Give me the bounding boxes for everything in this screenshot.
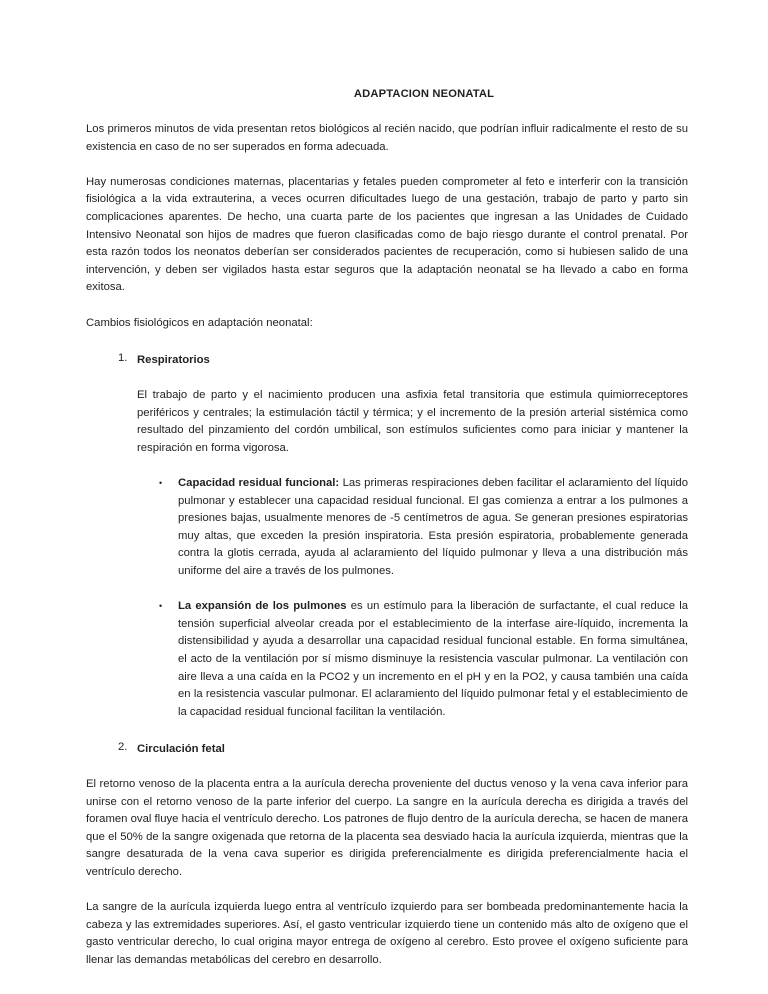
list-heading: Circulación fetal (137, 742, 225, 755)
intro-paragraph-1: Los primeros minutos de vida presentan retos biológicos al recién nacido, que podrían influir radicalmente el resto de su existencia en caso de no ser superados en forma adecuada. (86, 123, 688, 153)
document-body (86, 86, 688, 970)
bullet-icon: • (159, 477, 163, 488)
numbered-item-respiratorios (86, 350, 688, 370)
numbered-item-circulacion-fetal (86, 739, 688, 759)
section-lead: Cambios fisiológicos en adaptación neonatal: (86, 316, 313, 329)
spacer (86, 758, 688, 776)
bullet-lead-label: Capacidad residual funcional: (178, 476, 340, 489)
spacer (86, 297, 688, 315)
list-heading: Respiratorios (137, 353, 210, 366)
paragraph: El trabajo de parto y el nacimiento producen una asfixia fetal transitoria que estimula quimiorreceptores periféricos y centrales; la estimulación táctil y térmica; y el incremento de la presión arterial sistémica como resultado del pinzamiento del cordón umbilical, son estímulos suficientes como para iniciar y mantener la respiración en forma vigorosa. (137, 389, 688, 454)
spacer (86, 581, 688, 599)
bullet-icon: • (159, 601, 163, 612)
list-number: 2. (118, 740, 128, 753)
intro-paragraph-2: Hay numerosas condiciones maternas, placentarias y fetales pueden comprometer al feto e interferir con la transición fisiológica a la vida extrauterina, a veces ocurren dificultades luego de una gestación, trabajo de parto y parto sin complicaciones aparentes. De hecho, una cuarta parte de los pacientes que ingresan a las Unidades de Cuidado Intensivo Neonatal son hijos de madres que fueron clasificadas como de bajo riesgo durante el control prenatal. Por esta razón todos los neonatos deberían ser considerados pacientes de recuperación, como si hubiesen salido de una intervención, y deben ser vigilados hasta estar seguros que la adaptación neonatal se ha llevado a cabo en forma exitosa. (86, 175, 688, 294)
spacer (86, 369, 688, 387)
spacer (86, 457, 688, 475)
spacer (86, 332, 688, 350)
bullet-item-expansion-pulmones (86, 598, 688, 721)
bullet-lead-label: La expansión de los pulmones (178, 600, 347, 613)
bullet-item-capacidad-residual-funcional (86, 475, 688, 581)
paragraph (178, 598, 688, 721)
list-number: 1. (118, 351, 128, 364)
closing-paragraph-1: El retorno venoso de la placenta entra a la aurícula derecha proveniente del ductus venoso y la vena cava inferior para unirse con el retorno venoso de la parte inferior del cuerpo. La sangre en la aurícula derecha es dirigida a través del foramen oval fluye hacia el ventrículo derecho. Los patrones de flujo dentro de la aurícula derecha, se hacen de manera que el 50% de la sangre oxigenada que retorna de la placenta sea desviado hacia la aurícula izquierda, mientras que la sangre desaturada de la vena cava superior es dirigida preferencialmente es dirigida preferencialmente hacia el ventrículo derecho. (86, 778, 688, 879)
respiratorios-body (86, 387, 688, 457)
spacer (86, 882, 688, 900)
spacer (86, 721, 688, 739)
spacer (86, 104, 688, 122)
bullet-text: es un estímulo para la liberación de surfactante, el cual reduce la tensión superficial alveolar creada por el establecimiento de la interfase aire-líquido, incrementa la distensibilidad y ayuda a desarrollar una capacidad residual funcional estable. En forma simultánea, el acto de la ventilación por sí mismo disminuye la resistencia vascular pulmonar. La ventilación con aire lleva a una caída en la PCO2 y un incremento en el pH y en la PO2, y causa también una caída en la resistencia vascular pulmonar. El aclaramiento del líquido pulmonar fetal y el establecimiento de la capacidad residual funcional facilitan la ventilación. (178, 600, 689, 718)
page-title: ADAPTACION NEONATAL (353, 88, 495, 100)
closing-paragraph-2: La sangre de la aurícula izquierda luego entra al ventrículo izquierdo para ser bombeada predominantemente hacia la cabeza y las extremidades superiores. Así, el gasto ventricular izquierdo tiene un contenido más alto de oxígeno que el gasto ventricular derecho, lo cual origina mayor entrega de oxígeno al cerebro. Esto provee el oxígeno suficiente para llenar las demandas metabólicas del cerebro en desarrollo. (86, 901, 688, 966)
bullet-text: Las primeras respiraciones deben facilitar el aclaramiento del líquido pulmonar y establecer una capacidad residual funcional. El gas comienza a entrar a los pulmones a presiones bajas, usualmente menores de -5 centímetros de agua. Se generan presiones espiratorias muy altas, que exceden la presión inspiratoria. Esta presión espiratoria, probablemente generada contra la glotis cerrada, ayuda al aclaramiento del líquido pulmonar y lleva a una distribución más uniforme del aire a través de los pulmones. (178, 476, 688, 577)
paragraph (178, 475, 688, 581)
spacer (86, 156, 688, 174)
